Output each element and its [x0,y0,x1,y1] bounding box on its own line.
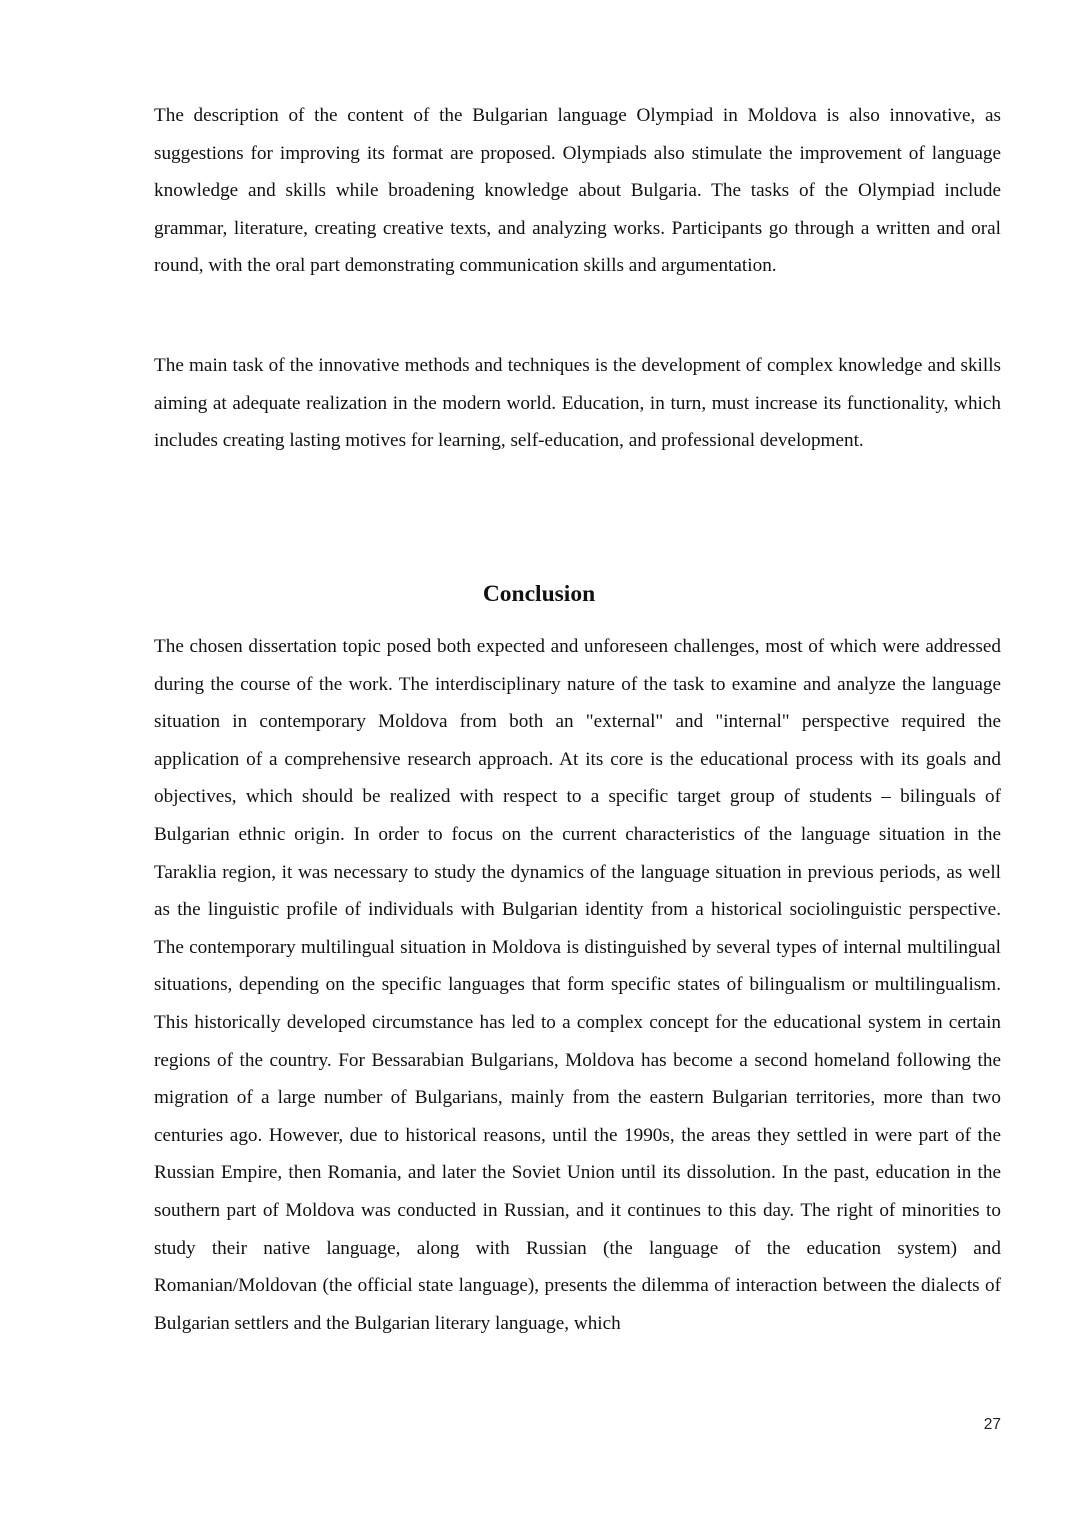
body-paragraph-innovative-methods: The main task of the innovative methods and techniques is the development of complex knowledge and skills aiming at adequate realization in the modern world. Education, in turn, must increase its functionality, which includes creating lasting motives for learning, self-education, and professional development. [154,355,1001,452]
body-paragraph-olympiad: The description of the content of the Bulgarian language Olympiad in Moldova is also innovative, as suggestions for improving its format are proposed. Olympiads also stimulate the improvement of language knowledge and skills while broadening knowledge about Bulgaria. The tasks of the Olympiad include grammar, literature, creating creative texts, and analyzing works. Participants go through a written and oral round, with the oral part demonstrating communication skills and argumentation. [154,105,1001,277]
section-heading-conclusion: Conclusion [482,581,596,607]
body-paragraph-conclusion: The chosen dissertation topic posed both expected and unforeseen challenges, most of which were addressed during the course of the work. The interdisciplinary nature of the task to examine and analyze the language situation in contemporary Moldova from both an "external" and "internal" perspective required the application of a comprehensive research approach. At its core is the educational process with its goals and objectives, which should be realized with respect to a specific target group of students – bilinguals of Bulgarian ethnic origin. In order to focus on the current characteristics of the language situation in the Taraklia region, it was necessary to study the dynamics of the language situation in previous periods, as well as the linguistic profile of individuals with Bulgarian identity from a historical sociolinguistic perspective. The contemporary multilingual situation in Moldova is distinguished by several types of internal multilingual situations, depending on the specific languages that form specific states of bilingualism or multilingualism. This historically developed circumstance has led to a complex concept for the educational system in certain regions of the country. For Bessarabian Bulgarians, Moldova has become a second homeland following the migration of a large number of Bulgarians, mainly from the eastern Bulgarian territories, more than two centuries ago. However, due to historical reasons, until the 1990s, the areas they settled in were part of the Russian Empire, then Romania, and later the Soviet Union until its dissolution. In the past, education in the southern part of Moldova was conducted in Russian, and it continues to this day. The right of minorities to study their native language, along with Russian (the language of the education system) and Romanian/Moldovan (the official state language), presents the dilemma of interaction between the dialects of Bulgarian settlers and the Bulgarian literary language, which [154,636,1001,1334]
page-number: 27 [983,1416,1001,1433]
